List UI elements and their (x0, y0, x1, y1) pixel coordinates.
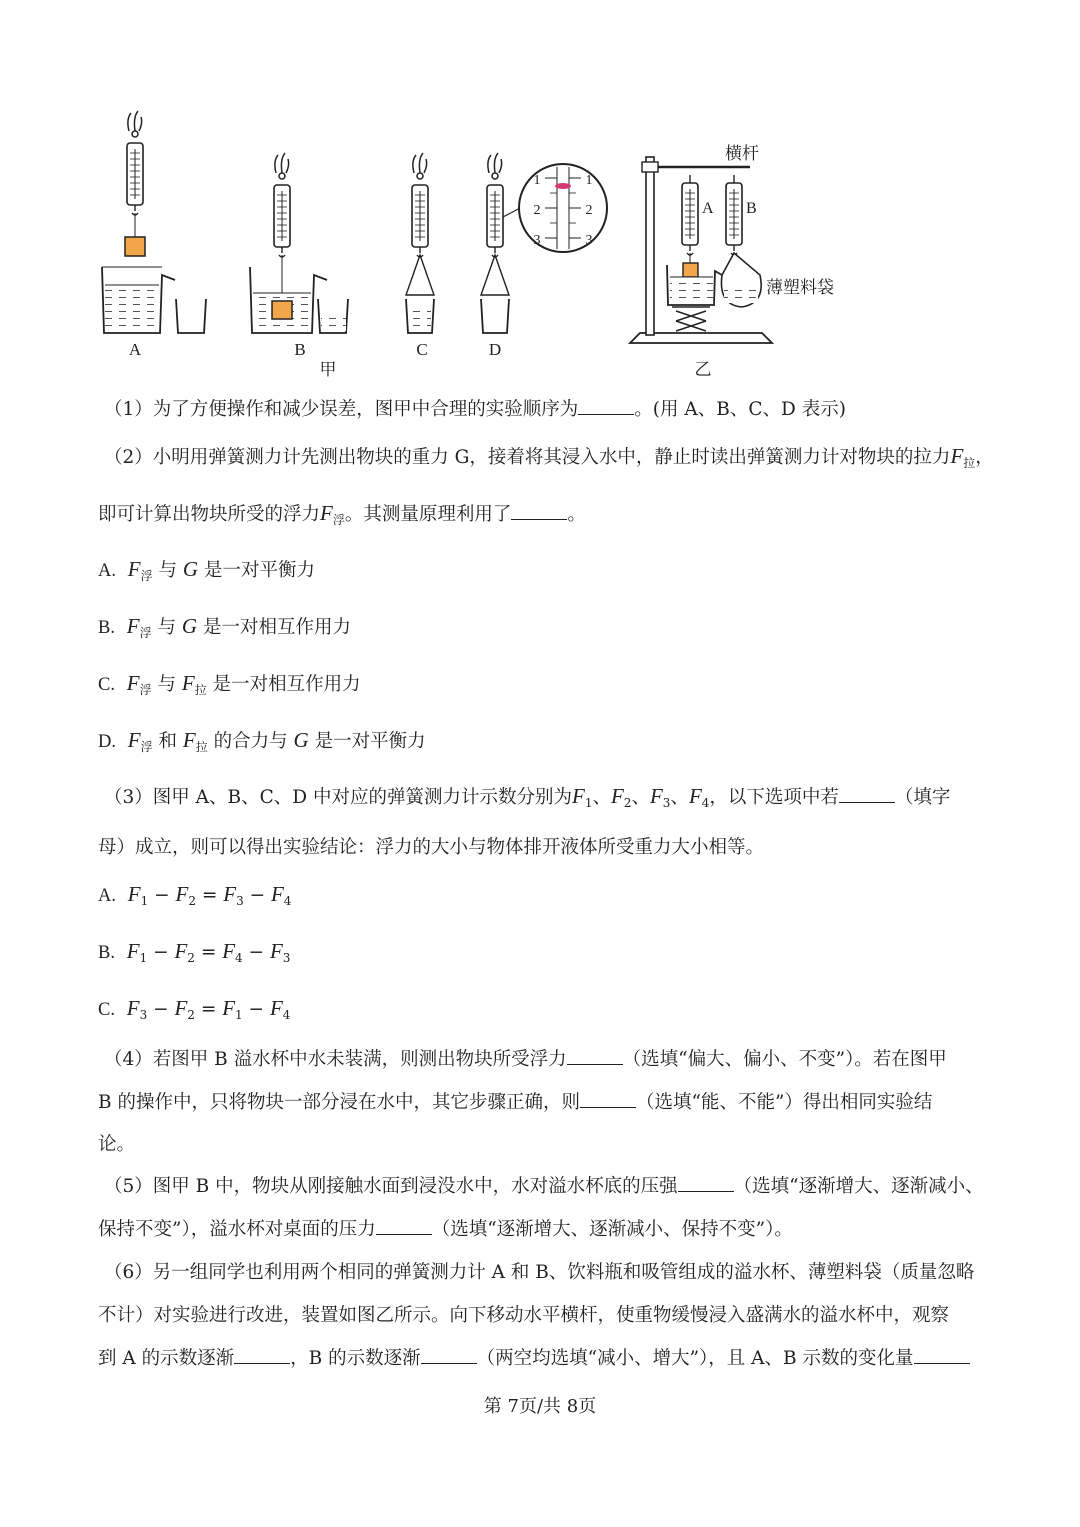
q3-blank[interactable] (839, 784, 895, 803)
q2-option-a[interactable]: A. $F_浮$ 与 G 是一对平衡力 (98, 557, 315, 583)
block-b (272, 301, 292, 319)
q5-line1: （5）图甲 B 中，物块从刚接触水面到浸没水中，水对溢水杯底的压强 （选填“逐渐增大、逐渐减小、 (104, 1172, 990, 1198)
q5-blank-1[interactable] (678, 1173, 734, 1192)
experiment-figure (90, 105, 890, 385)
magnified-scale (519, 164, 607, 252)
svg-text:2: 2 (585, 203, 593, 218)
label-c: C (416, 340, 428, 359)
q4-blank-2[interactable] (580, 1089, 636, 1108)
q4-blank-1[interactable] (567, 1046, 623, 1065)
label-d: D (488, 340, 502, 359)
q6-blank-2[interactable] (421, 1345, 477, 1364)
label-spring-a: A (702, 200, 714, 217)
q2-blank[interactable] (511, 501, 567, 520)
q5-line2: 保持不变”），溢水杯对桌面的压力 （选填“逐渐增大、逐渐减小、保持不变”）。 (98, 1215, 990, 1241)
label-crossbar: 横杆 (725, 144, 759, 163)
q2-option-d[interactable]: D. $F_浮$ 和 $F_拉$ 的合力与 G 是一对平衡力 (98, 728, 426, 754)
label-spring-b: B (746, 200, 757, 217)
q2-line2: 即可计算出物块所受的浮力$F_浮$。其测量原理利用了 。 (98, 501, 586, 527)
label-jia: 甲 (319, 360, 337, 379)
q6-line3: 到 A 的示数逐渐 ，B 的示数逐渐 （两空均选填“减小、增大”），且 A、B 示数的变化量 (98, 1344, 990, 1370)
pointer-mark (555, 183, 571, 189)
q3-option-b[interactable]: B. $F_1 - F_2 = F_4 - F_3$ (98, 939, 291, 965)
q4-line3: 论。 (98, 1134, 136, 1155)
q3-option-a[interactable]: A. $F_1 - F_2 = F_3 - F_4$ (98, 882, 292, 908)
q3-line1: （3）图甲 A、B、C、D 中对应的弹簧测力计示数分别为$F_1$、$F_2$、$F_3$、$F_4$，以下选项中若 （填字 (104, 784, 951, 810)
svg-text:3: 3 (533, 233, 541, 248)
setup-d (481, 153, 607, 359)
setup-yi (630, 144, 834, 379)
q2-option-b[interactable]: B. $F_浮$ 与 G 是一对相互作用力 (98, 614, 351, 640)
setup-b (250, 153, 348, 379)
q6-blank-3[interactable] (914, 1345, 970, 1364)
setup-a (102, 111, 206, 359)
q1-line: （1）为了方便操作和减少误差，图甲中合理的实验顺序为 。(用 A、B、C、D 表示) (104, 395, 990, 421)
block-yi (683, 263, 698, 277)
svg-text:1: 1 (533, 173, 541, 188)
label-bag: 薄塑料袋 (766, 278, 834, 297)
svg-text:3: 3 (585, 233, 593, 248)
q6-line2: 不计）对实验进行改进，装置如图乙所示。向下移动水平横杆，使重物缓慢浸入盛满水的溢水杯中，观察 (98, 1305, 950, 1326)
q6-blank-1[interactable] (234, 1345, 290, 1364)
q4-line1: （4）若图甲 B 溢水杯中水未装满，则测出物块所受浮力 （选填“偏大、偏小、不变”）。若在图甲 (104, 1045, 990, 1071)
q2-option-c[interactable]: C. $F_浮$ 与 $F_拉$ 是一对相互作用力 (98, 671, 361, 697)
q2-line1: （2）小明用弹簧测力计先测出物块的重力 G，接着将其浸入水中，静止时读出弹簧测力计对物块的拉力$F_拉$， (104, 444, 994, 470)
svg-text:2: 2 (533, 203, 541, 218)
label-yi: 乙 (694, 360, 712, 379)
block-a (125, 237, 145, 256)
q3-option-c[interactable]: C. $F_3 - F_2 = F_1 - F_4$ (98, 996, 291, 1022)
q6-line1: （6）另一组同学也利用两个相同的弹簧测力计 A 和 B、饮料瓶和吸管组成的溢水杯、薄塑料袋（质量忽略 (104, 1262, 975, 1283)
label-b: B (294, 340, 306, 359)
page-footer: 第 7页/共 8页 (483, 1396, 597, 1417)
svg-text:1: 1 (585, 173, 593, 188)
q1-blank[interactable] (578, 396, 634, 415)
label-a: A (128, 340, 142, 359)
q5-blank-2[interactable] (376, 1216, 432, 1235)
q3-line2: 母）成立，则可以得出实验结论：浮力的大小与物体排开液体所受重力大小相等。 (98, 837, 765, 858)
q4-line2: B 的操作中，只将物块一部分浸在水中，其它步骤正确，则 （选填“能、不能”）得出相同实验结 (98, 1088, 990, 1114)
setup-c (406, 153, 434, 359)
